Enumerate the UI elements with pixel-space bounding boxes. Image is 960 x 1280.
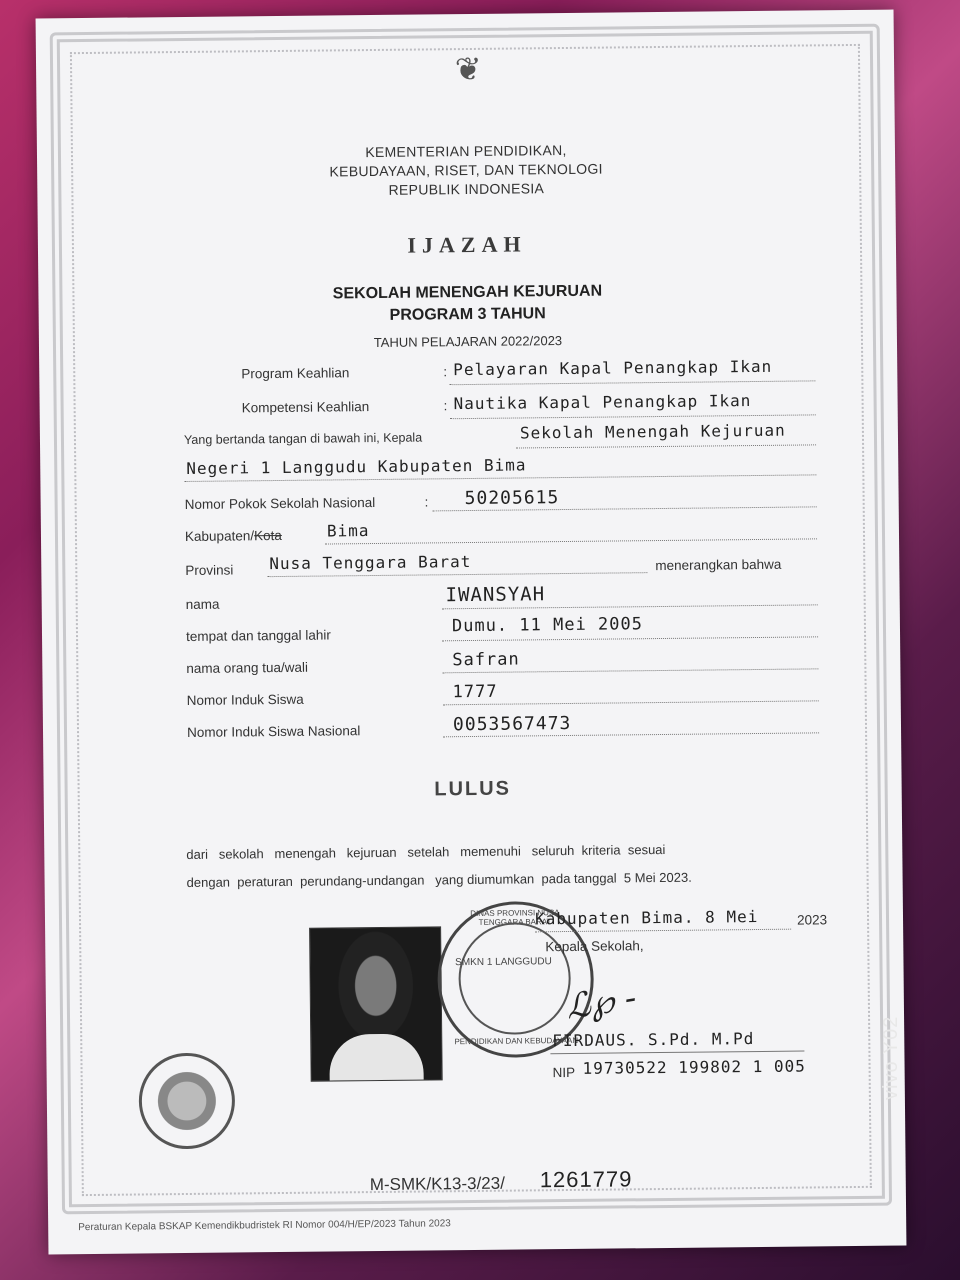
sign-position: Kepala Sekolah, [545,938,644,955]
serial-number: 1261779 [539,1166,633,1193]
statement-line-2: dengan peraturan perundang-undangan yang diumumkan pada tanggal 5 Mei 2023. [186,869,692,890]
camera-watermark: vivo Y02 [880,1015,902,1100]
nisn-value: 0053567473 [452,712,572,736]
nip-value: 19730522 199802 1 005 [582,1056,806,1078]
competency-label: Kompetensi Keahlian [241,399,370,416]
competency-value: Nautika Kapal Penangkap Ikan [453,391,752,414]
student-name: IWANSYAH [445,583,546,607]
certificate-paper [36,10,907,1255]
school-type: SEKOLAH MENENGAH KEJURUAN [332,282,603,303]
student-photo [309,926,443,1081]
statement-line-1: dari sekolah menengah kejuruan setelah memenuhi seluruh kriteria sesuai [186,841,666,862]
program-label: Program Keahlian [241,365,350,382]
city-label-struck: Kota [253,527,282,544]
academic-year: TAHUN PELAJARAN 2022/2023 [373,333,563,351]
school-value-1: Sekolah Menengah Kejuruan [519,420,786,443]
npsn-label: Nomor Pokok Sekolah Nasional [184,494,376,512]
ministry-line-3: REPUBLIK INDONESIA [388,180,545,198]
principal-name: FIRDAUS. S.Pd. M.Pd [552,1029,755,1051]
ministry-line-2: KEBUDAYAAN, RISET, DAN TEKNOLOGI [329,160,603,180]
stamp-ring-top: DINAS PROVINSI NUSA TENGGARA BARAT [470,908,560,927]
nisn-label: Nomor Induk Siswa Nasional [186,723,361,740]
parent-value: Safran [452,649,520,671]
sign-year: 2023 [796,912,828,928]
stamp-ring-bottom: PENDIDIKAN DAN KEBUDAYAAN [454,1035,579,1047]
colon: : [443,364,448,380]
parent-label: nama orang tua/wali [186,659,309,676]
program-duration: PROGRAM 3 TAHUN [389,305,546,324]
ministry-line-1: KEMENTERIAN PENDIDIKAN, [365,141,567,161]
ministry-logo-icon [138,1053,235,1150]
colon: : [443,398,448,414]
colon: : [424,494,429,510]
graduation-status: LULUS [434,777,512,801]
school-value-2: Negeri 1 Langgudu Kabupaten Bima [186,455,527,478]
province-label: Provinsi [185,562,234,578]
regency-label-text: Kabupaten/ [184,528,255,544]
nis-value: 1777 [452,681,498,703]
province-value: Nusa Tenggara Barat [269,551,472,574]
principal-signature: ℒ℘ - [563,977,639,1028]
serial-prefix: M-SMK/K13-3/23/ [369,1173,505,1195]
birth-value: Dumu. 11 Mei 2005 [451,614,644,637]
regulation-footer: Peraturan Kepala BSKAP Kemendikbudristek RI Nomor 004/H/EP/2023 Tahun 2023 [78,1218,451,1234]
document-title: IJAZAH [407,231,527,258]
nis-label: Nomor Induk Siswa [186,691,304,708]
states-label: menerangkan bahwa [655,556,782,574]
regency-label [185,528,282,544]
garuda-emblem-icon: ❦ [454,50,482,88]
regency-value: Bima [326,521,370,541]
sign-place-date: Kabupaten Bima. 8 Mei [534,907,759,929]
npsn-value: 50205615 [464,487,560,510]
program-value: Pelayaran Kapal Penangkap Ikan [453,356,773,380]
signer-label: Yang bertanda tangan di bawah ini, Kepala [183,430,423,447]
stamp-center-text: SMKN 1 LANGGUDU [455,956,552,969]
nip-label: NIP [552,1064,576,1081]
birth-label: tempat dan tanggal lahir [185,627,331,644]
name-label: nama [185,596,220,612]
